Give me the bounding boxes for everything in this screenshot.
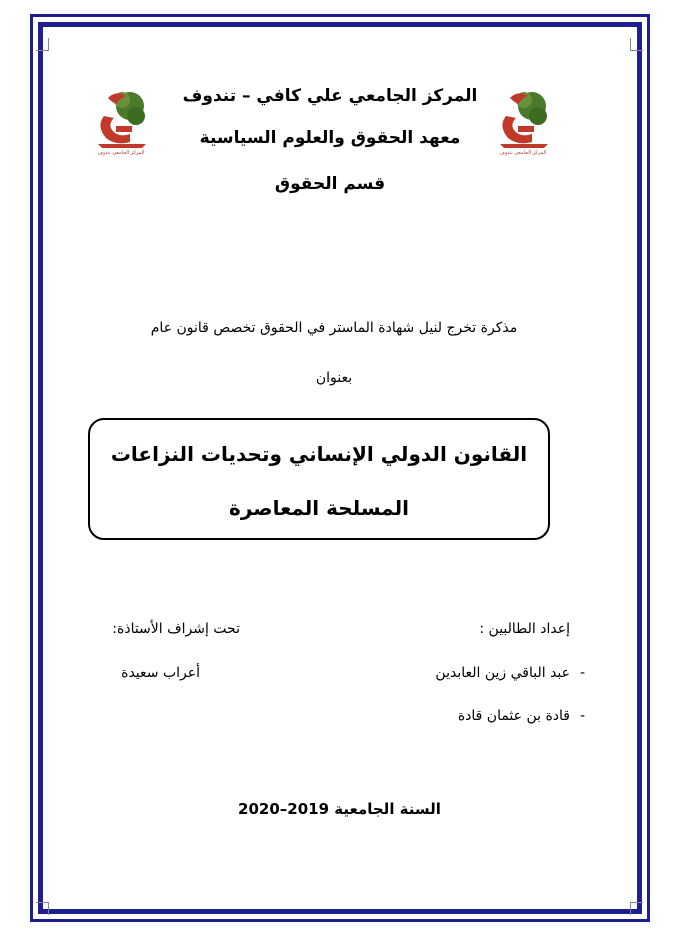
thesis-title-line2: المسلحة المعاصرة [229,496,409,520]
student-bullet: - [580,665,586,681]
supervisor-label: تحت إشراف الأستاذة: [112,621,240,637]
header-institute: معهد الحقوق والعلوم السياسية [199,128,461,148]
supervisor-name: أعراب سعيدة [121,665,200,681]
header-institution: المركز الجامعي علي كافي – تندوف [182,86,478,106]
student-name: قادة بن عثمان قادة [457,708,570,724]
thesis-title-box [88,418,550,540]
header-department: قسم الحقوق [274,174,386,194]
crop-mark-bottom-left [36,902,49,915]
crop-mark-bottom-right [630,902,643,915]
prepared-by-label: إعداد الطالبين : [479,621,570,637]
logo-caption: المركز الجامعي تندوف [499,150,547,156]
academic-year: السنة الجامعية 2019–2020 [238,800,441,818]
student-name: عبد الباقي زين العابدين [435,665,570,681]
title-label: بعنوان [315,370,353,386]
thesis-title-line1: القانون الدولي الإنساني وتحديات النزاعات [110,442,528,466]
thesis-subtitle: مذكرة تخرج لنيل شهادة الماستر في الحقوق تخصص قانون عام [150,320,518,336]
crop-mark-top-right [630,38,643,51]
crop-mark-top-left [36,38,49,51]
student-bullet: - [580,708,586,724]
logo-caption: المركز الجامعي تندوف [97,150,145,156]
